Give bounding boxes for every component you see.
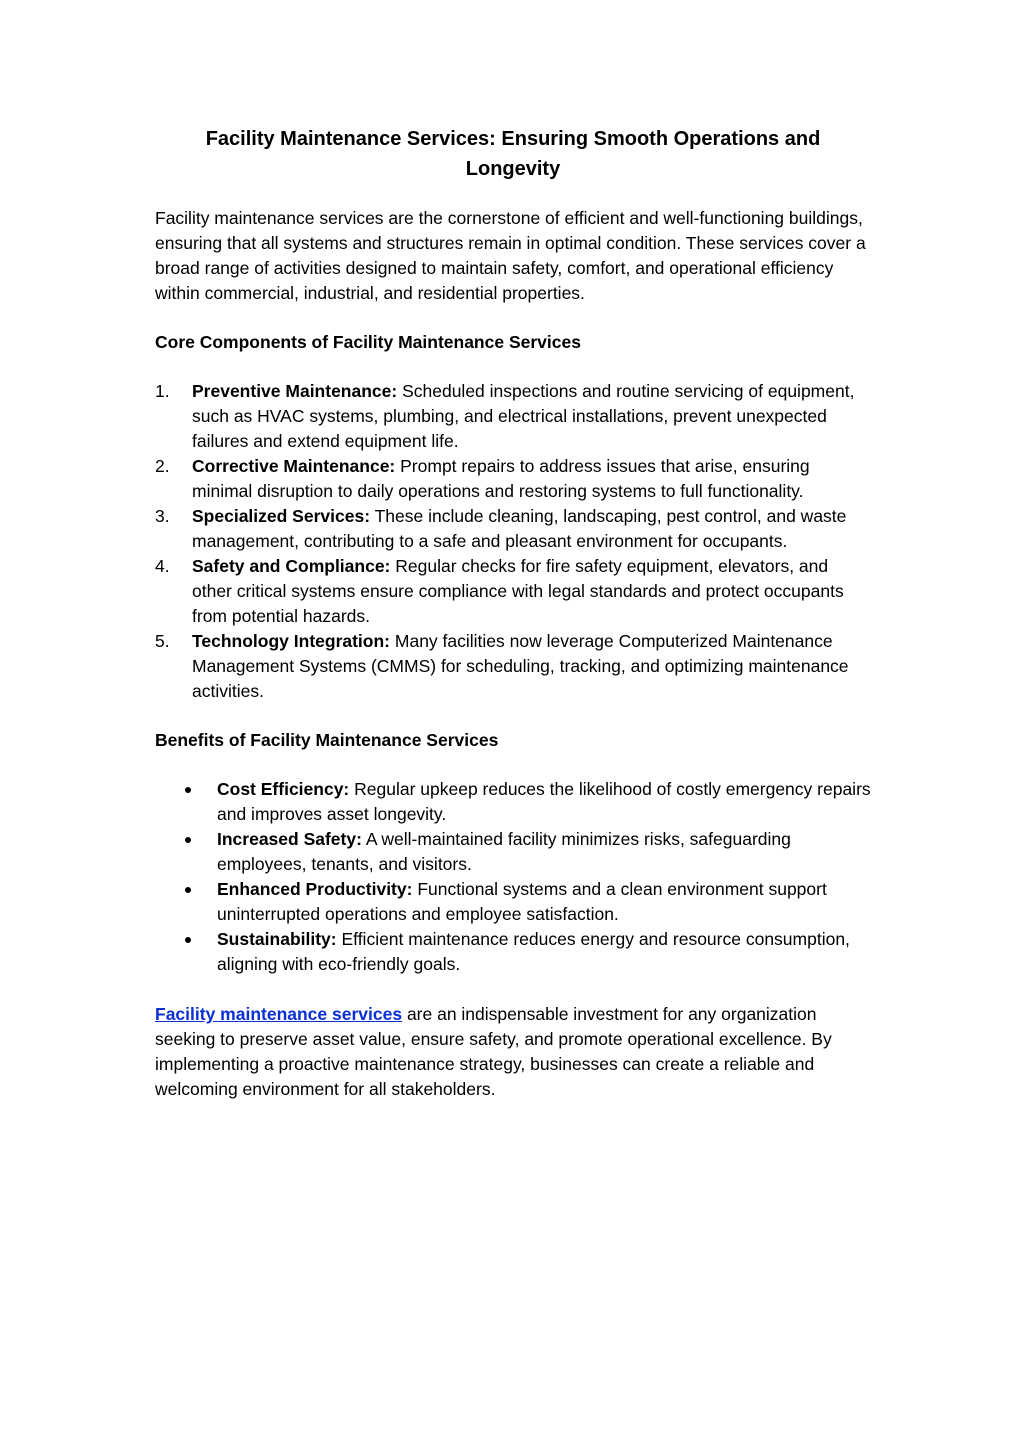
list-item [155, 504, 871, 554]
item-text: Scheduled inspections and routine servicing of equipment, such as HVAC systems, plumbing, and electrical installations, prevent unexpected failures and extend equipment life. [192, 381, 855, 451]
list-item [155, 777, 871, 827]
benefits-list [155, 777, 871, 977]
bullet-icon [185, 937, 191, 943]
document-page [155, 120, 871, 1102]
core-components-list [155, 379, 871, 704]
item-text: Efficient maintenance reduces energy and resource consumption, aligning with eco-friendly goals. [217, 929, 850, 974]
item-label: Enhanced Productivity: [217, 879, 413, 899]
document-title: Facility Maintenance Services: Ensuring Smooth Operations and Longevity [205, 128, 821, 180]
list-number: 2. [155, 456, 170, 476]
item-label: Specialized Services: [192, 506, 371, 526]
item-text: A well-maintained facility minimizes risks, safeguarding employees, tenants, and visitors. [217, 829, 791, 874]
bullet-icon [185, 887, 191, 893]
item-label: Technology Integration: [192, 631, 391, 651]
list-item [155, 827, 871, 877]
list-item [155, 379, 871, 454]
bullet-icon [185, 787, 191, 793]
item-label: Safety and Compliance: [192, 556, 391, 576]
item-text: Functional systems and a clean environment support uninterrupted operations and employee satisfaction. [217, 879, 827, 924]
list-item [155, 877, 871, 927]
list-number: 4. [155, 556, 170, 576]
closing-paragraph [155, 1002, 871, 1102]
item-label: Corrective Maintenance: [192, 456, 396, 476]
list-item [155, 629, 871, 704]
bullet-icon [185, 837, 191, 843]
item-text: Regular upkeep reduces the likelihood of costly emergency repairs and improves asset longevity. [217, 779, 871, 824]
item-label: Preventive Maintenance: [192, 381, 398, 401]
item-label: Sustainability: [217, 929, 337, 949]
closing-text: are an indispensable investment for any organization seeking to preserve asset value, ensure safety, and promote operational excellence. By implementing a proactive maintenance strategy, businesses can create a reliable and welcoming environment for all stakeholders. [155, 1004, 832, 1099]
benefits-heading: Benefits of Facility Maintenance Services [155, 730, 499, 750]
core-components-heading: Core Components of Facility Maintenance Services [155, 332, 581, 352]
item-text: These include cleaning, landscaping, pest control, and waste management, contributing to a safe and pleasant environment for occupants. [192, 506, 847, 551]
list-number: 3. [155, 506, 170, 526]
item-label: Increased Safety: [217, 829, 362, 849]
item-text: Regular checks for fire safety equipment, elevators, and other critical systems ensure compliance with legal standards and protect occupants from potential hazards. [192, 556, 844, 626]
list-item [155, 927, 871, 977]
list-item [155, 554, 871, 629]
item-text: Many facilities now leverage Computerized Maintenance Management Systems (CMMS) for scheduling, tracking, and optimizing maintenance activities. [192, 631, 849, 701]
list-number: 1. [155, 381, 170, 401]
item-label: Cost Efficiency: [217, 779, 350, 799]
facility-maintenance-link[interactable]: Facility maintenance services [155, 1004, 403, 1024]
list-item [155, 454, 871, 504]
intro-paragraph: Facility maintenance services are the cornerstone of efficient and well-functioning buildings, ensuring that all systems and structures remain in optimal condition. These services cover a broad range of activities designed to maintain safety, comfort, and operational efficiency within commercial, industrial, and residential properties. [155, 208, 866, 303]
list-number: 5. [155, 631, 170, 651]
item-text: Prompt repairs to address issues that arise, ensuring minimal disruption to daily operations and restoring systems to full functionality. [192, 456, 810, 501]
